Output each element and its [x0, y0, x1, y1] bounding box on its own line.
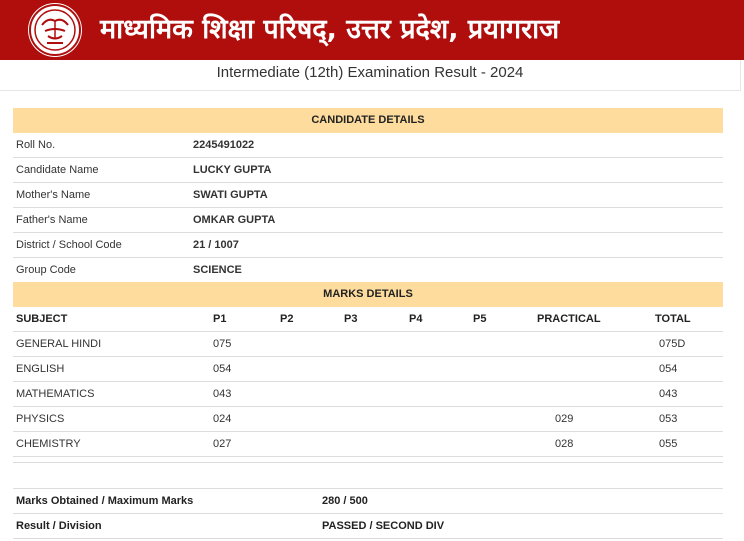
total-marks: 054 — [659, 363, 678, 375]
detail-label: Father's Name — [16, 214, 88, 226]
subject-name: GENERAL HINDI — [16, 338, 102, 350]
page-title-bar — [0, 60, 741, 91]
col-header-p2: P2 — [280, 313, 294, 325]
subject-name: PHYSICS — [16, 413, 65, 425]
marks-row-chemistry — [13, 432, 723, 457]
detail-label: Roll No. — [16, 139, 56, 151]
detail-value: LUCKY GUPTA — [193, 164, 272, 176]
site-header — [0, 0, 744, 60]
detail-value: SCIENCE — [193, 264, 242, 276]
col-header-p3: P3 — [344, 313, 358, 325]
subject-name: ENGLISH — [16, 363, 65, 375]
board-title: माध्यमिक शिक्षा परिषद्, उत्तर प्रदेश, प्रयागराज — [100, 14, 560, 45]
table-divider — [13, 463, 723, 489]
p1-marks: 024 — [213, 413, 232, 425]
marks-header-row — [13, 307, 723, 332]
total-marks: 043 — [659, 388, 678, 400]
detail-value: 21 / 1007 — [193, 239, 239, 251]
detail-row-father-name — [13, 208, 723, 233]
up-emblem-seal-icon — [28, 3, 82, 57]
detail-label: District / School Code — [16, 239, 122, 251]
detail-label: Candidate Name — [16, 164, 99, 176]
summary-value: 280 / 500 — [322, 495, 368, 507]
detail-value: OMKAR GUPTA — [193, 214, 276, 226]
result-content — [13, 108, 723, 539]
summary-value: PASSED / SECOND DIV — [322, 520, 445, 532]
col-header-p5: P5 — [473, 313, 487, 325]
summary-row-result-division — [13, 514, 723, 539]
col-header-total: TOTAL — [655, 313, 691, 325]
total-marks: 075D — [659, 338, 686, 350]
marks-row-physics — [13, 407, 723, 432]
total-marks: 053 — [659, 413, 678, 425]
detail-label: Mother's Name — [16, 189, 91, 201]
marks-row-general-hindi — [13, 332, 723, 357]
marks-row-mathematics — [13, 382, 723, 407]
detail-label: Group Code — [16, 264, 76, 276]
summary-label: Result / Division — [16, 520, 102, 532]
subject-name: CHEMISTRY — [16, 438, 81, 450]
p1-marks: 075 — [213, 338, 232, 350]
detail-value: 2245491022 — [193, 139, 255, 151]
marks-details-heading: MARKS DETAILS — [13, 282, 723, 307]
marks-row-english — [13, 357, 723, 382]
detail-row-group-code — [13, 258, 723, 282]
candidate-details-heading: CANDIDATE DETAILS — [13, 108, 723, 133]
p1-marks: 054 — [213, 363, 232, 375]
summary-row-marks-obtained — [13, 489, 723, 514]
summary-label: Marks Obtained / Maximum Marks — [16, 495, 194, 507]
subject-name: MATHEMATICS — [16, 388, 95, 400]
page-title: Intermediate (12th) Examination Result - 2024 — [216, 64, 524, 81]
total-marks: 055 — [659, 438, 678, 450]
practical-marks: 029 — [555, 413, 574, 425]
detail-row-mother-name — [13, 183, 723, 208]
practical-marks: 028 — [555, 438, 574, 450]
col-header-subject: SUBJECT — [16, 313, 68, 325]
col-header-p4: P4 — [409, 313, 423, 325]
detail-value: SWATI GUPTA — [193, 189, 268, 201]
p1-marks: 027 — [213, 438, 232, 450]
detail-row-candidate-name — [13, 158, 723, 183]
col-header-practical: PRACTICAL — [537, 313, 601, 325]
col-header-p1: P1 — [213, 313, 227, 325]
detail-row-district-school — [13, 233, 723, 258]
detail-row-roll-no — [13, 133, 723, 158]
p1-marks: 043 — [213, 388, 232, 400]
